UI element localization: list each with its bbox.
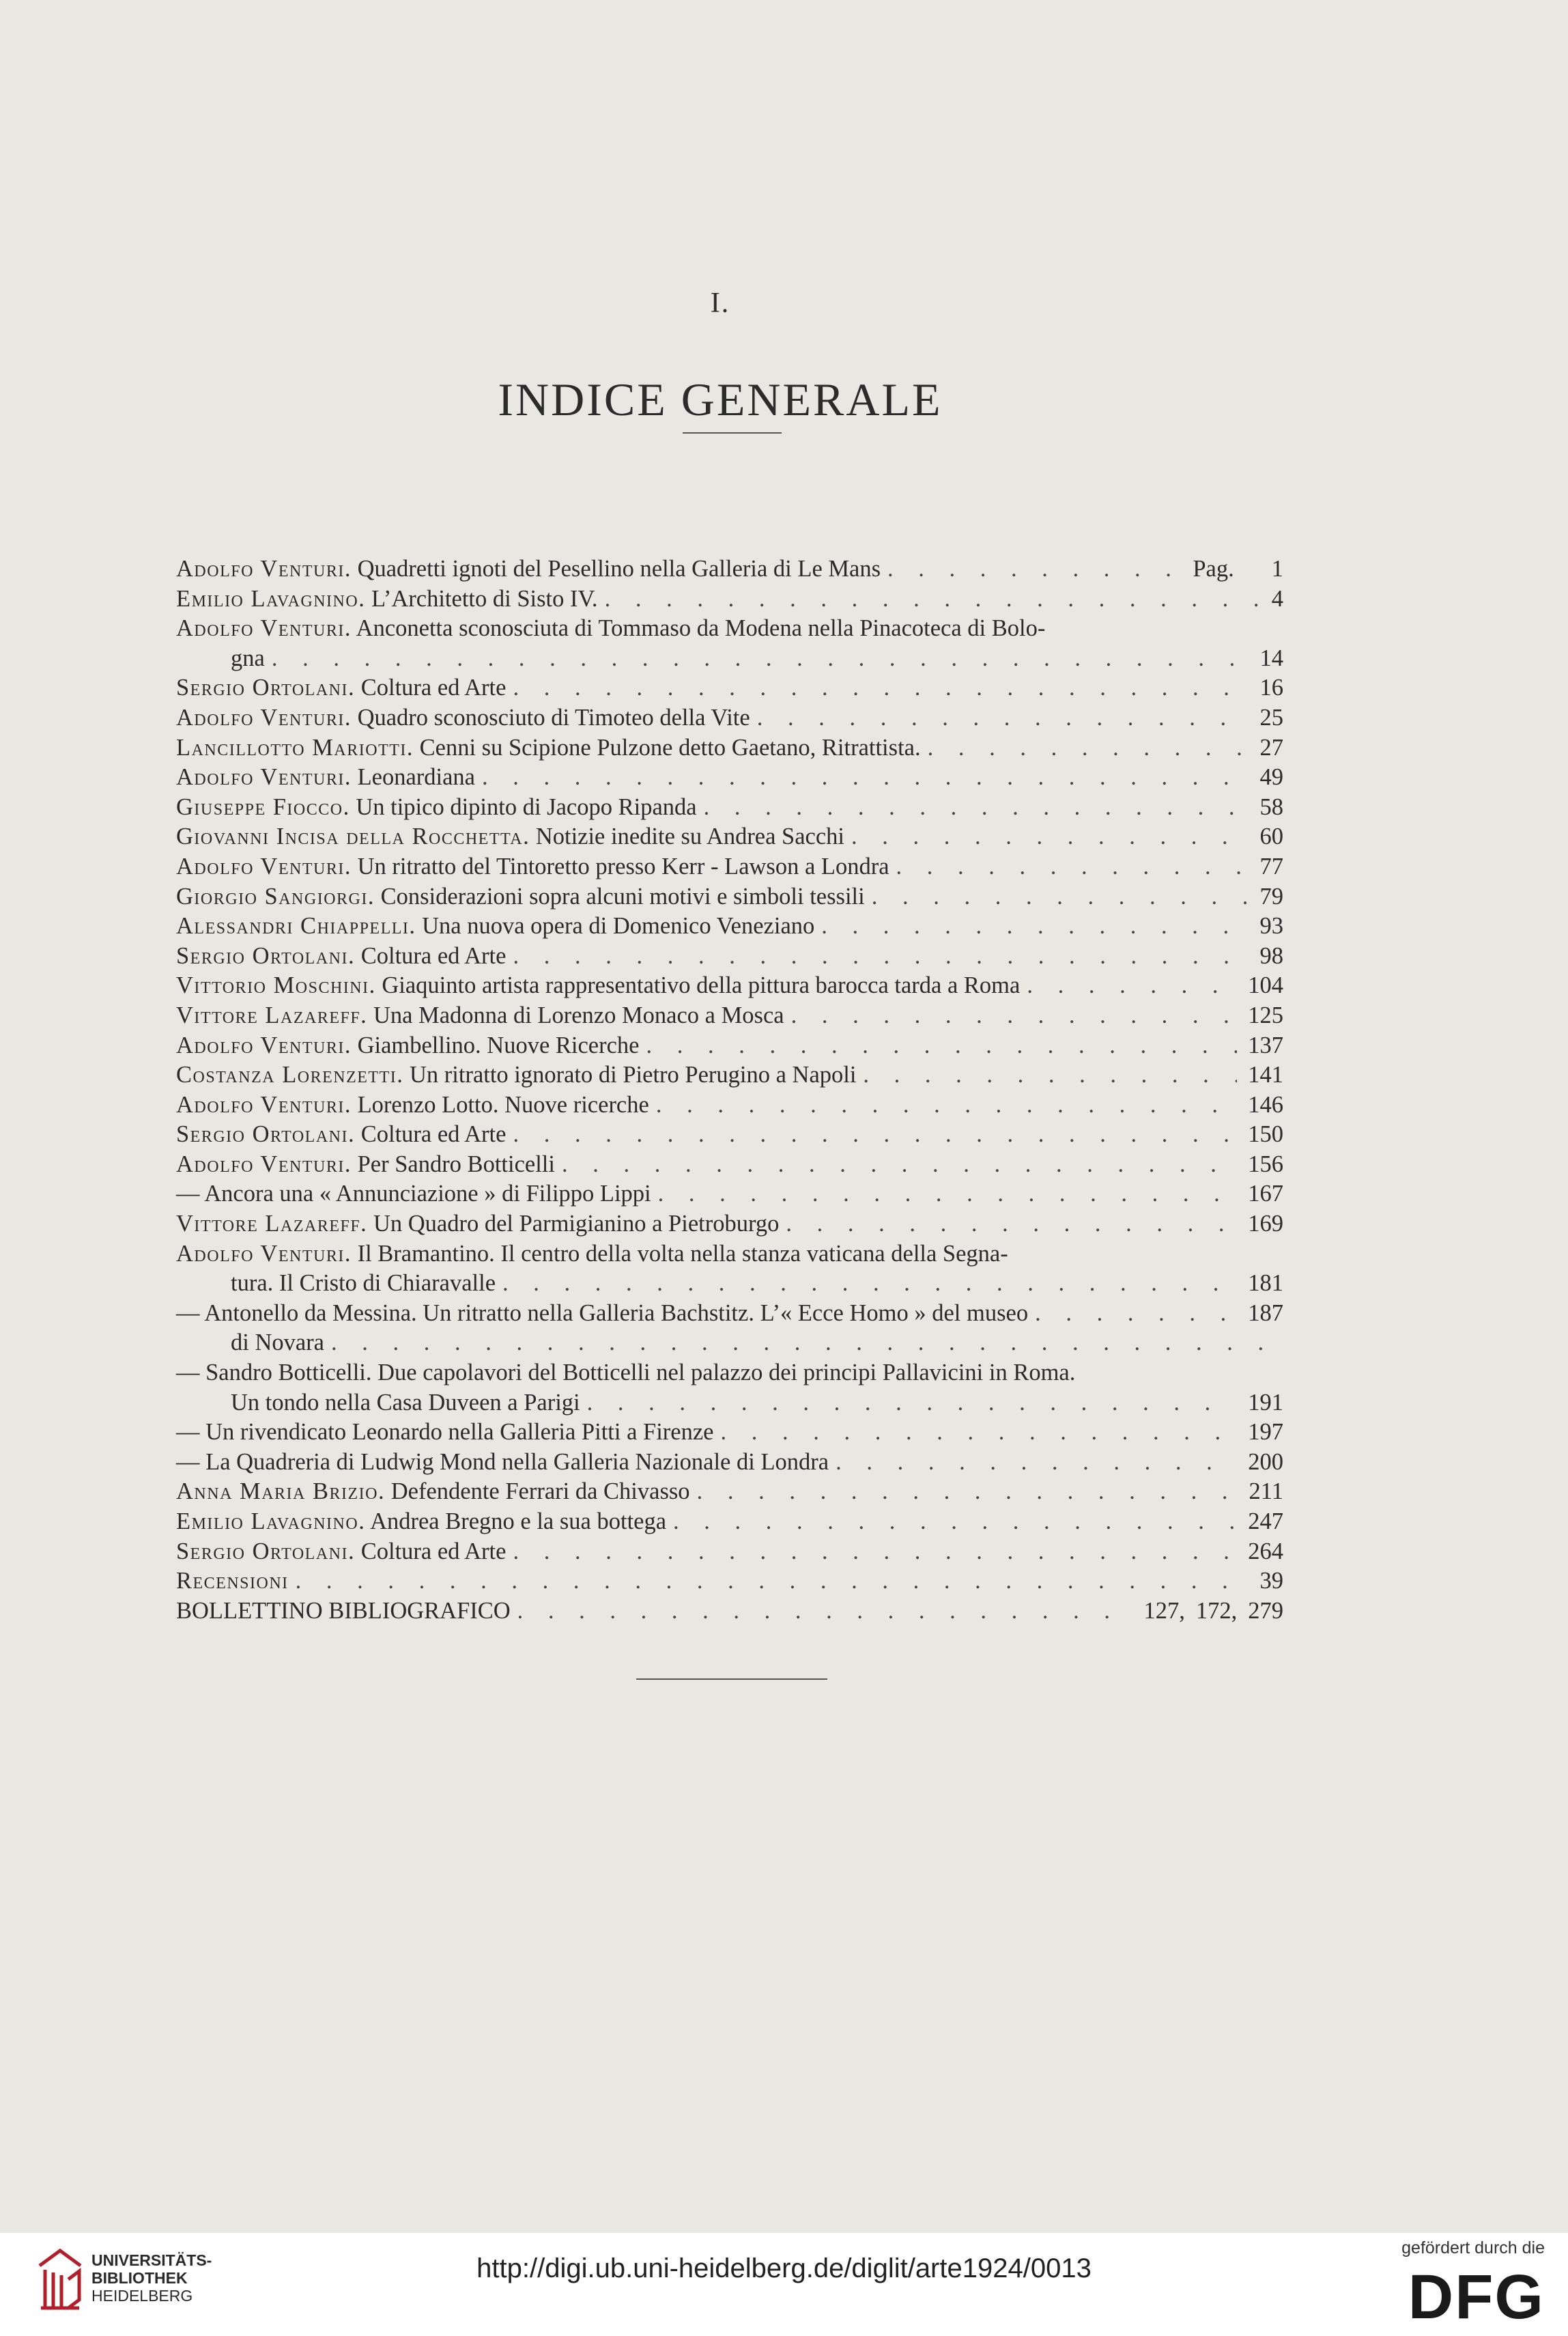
- toc-entry: [176, 822, 1283, 852]
- toc-entry-title: [176, 852, 889, 882]
- toc-entry-page: 247: [1248, 1508, 1283, 1534]
- toc-entry: [176, 852, 1283, 882]
- dot-leader: [1028, 1299, 1237, 1329]
- toc-entry-text: tura. Il Cristo di Chiaravalle: [231, 1270, 496, 1297]
- toc-entry-page: 150: [1248, 1121, 1283, 1148]
- toc-entry-text: Cenni su Scipione Pulzone detto Gaetano, Ritrattista.: [414, 734, 921, 761]
- toc-entry-page: 197: [1248, 1419, 1283, 1446]
- toc-entry-text: Coltura ed Arte: [355, 942, 507, 969]
- toc-entry-author: Adolfo Venturi.: [176, 1240, 352, 1267]
- dot-leader: [289, 1566, 1249, 1596]
- toc-entry-author: Sergio Ortolani.: [176, 675, 356, 701]
- dot-leader: [814, 912, 1249, 942]
- dot-leader: [779, 1209, 1237, 1239]
- toc-entry-text: Giambellino. Nuove Ricerche: [351, 1032, 640, 1058]
- toc-entry: [176, 1477, 1283, 1507]
- library-line3: HEIDELBERG: [91, 2287, 193, 2305]
- dot-leader: [598, 585, 1261, 615]
- dot-leader: [697, 793, 1249, 823]
- bollettino-page: 279: [1248, 1597, 1283, 1624]
- title-divider: [683, 432, 782, 434]
- toc-entry-author: Adolfo Venturi.: [176, 1091, 352, 1118]
- toc-entry: [176, 1239, 1283, 1269]
- dot-leader: [784, 1001, 1238, 1031]
- toc-entry-title: [176, 912, 814, 942]
- toc-entry-text: Quadretti ignoti del Pesellino nella Galleria di Le Mans: [351, 556, 881, 582]
- toc-entry-author: Vittore Lazareff.: [176, 1002, 368, 1028]
- dot-leader: [506, 942, 1249, 972]
- toc-entry-page: 49: [1259, 764, 1283, 791]
- toc-entry-page: 125: [1248, 1002, 1283, 1028]
- bollettino-page: 172,: [1195, 1597, 1238, 1624]
- toc-entry-page: 39: [1259, 1568, 1283, 1594]
- toc-entry-text: — Ancora una « Annunciazione » di Filippo Lippi: [176, 1181, 651, 1207]
- toc-entry-text: Per Sandro Botticelli: [351, 1151, 555, 1177]
- toc-entry-text: — La Quadreria di Ludwig Mond nella Galleria Nazionale di Londra: [176, 1448, 829, 1475]
- toc-entry: [176, 1090, 1283, 1121]
- toc-entry-title: [176, 1090, 649, 1121]
- toc-entry-title: [176, 1358, 1075, 1388]
- toc-entry-author: Recensioni: [176, 1568, 289, 1594]
- toc-entry-title: [176, 1477, 690, 1507]
- toc-entry-title: [176, 1120, 506, 1150]
- toc-entry-text: Un ritratto ignorato di Pietro Perugino a Napoli: [403, 1062, 857, 1088]
- dot-leader: [649, 1090, 1237, 1121]
- toc-entry: [176, 1001, 1283, 1031]
- toc-entry-page: 191: [1248, 1389, 1283, 1416]
- toc-entry-text: L’Architetto di Sisto IV.: [365, 585, 598, 612]
- toc-entry-title: [176, 1239, 1008, 1269]
- dot-leader: [580, 1388, 1238, 1418]
- toc-entry-text: Andrea Bregno e la sua bottega: [365, 1508, 667, 1534]
- dot-leader: [865, 882, 1249, 912]
- toc-entry-title: [176, 733, 921, 763]
- bottom-divider: [636, 1678, 827, 1680]
- dot-leader: [265, 644, 1249, 674]
- toc-entry-author: Vittore Lazareff.: [176, 1211, 368, 1237]
- toc-entry-page: 93: [1259, 913, 1283, 940]
- toc-entry-page: 169: [1248, 1211, 1283, 1237]
- toc-entry-text: — Antonello da Messina. Un ritratto nella Galleria Bachstitz. L’« Ecce Homo » del museo: [176, 1299, 1029, 1326]
- toc-entry-text: gna: [231, 645, 265, 671]
- toc-entry: [176, 1269, 1283, 1299]
- toc-entry-text: Giaquinto artista rappresentativo della pittura barocca tarda a Roma: [375, 972, 1021, 999]
- toc-entry-title: [176, 971, 1020, 1001]
- toc-entry-author: Lancillotto Mariotti.: [176, 734, 414, 761]
- toc-entry-title: [176, 1001, 784, 1031]
- toc-entry: [176, 1031, 1283, 1061]
- toc-entry: [176, 1120, 1283, 1150]
- toc-entry-title: [176, 882, 865, 912]
- toc-entry-text: Defendente Ferrari da Chivasso: [385, 1478, 690, 1505]
- toc-entry-title: [176, 1418, 713, 1448]
- dot-leader: [829, 1448, 1237, 1478]
- library-line1: UNIVERSITÄTS-: [91, 2251, 212, 2269]
- toc-entry-author: Sergio Ortolani.: [176, 1121, 356, 1148]
- toc-entry-title: [176, 1031, 639, 1061]
- toc-entry-title: [176, 614, 1045, 644]
- toc-entry-page: 141: [1248, 1062, 1283, 1088]
- toc-entry-page: 146: [1248, 1091, 1283, 1118]
- toc-entry: [176, 1060, 1283, 1090]
- dot-leader: [889, 852, 1249, 882]
- toc-entry-title: [176, 1060, 856, 1090]
- toc-entry-author: Giovanni Incisa della Rocchetta.: [176, 824, 530, 850]
- dot-leader: [750, 703, 1249, 733]
- toc-entry: [176, 1537, 1283, 1567]
- toc-entry-page: 1: [1271, 556, 1283, 582]
- toc-entry-author: Adolfo Venturi.: [176, 704, 352, 731]
- toc-entry-text: Anconetta sconosciuta di Tommaso da Modena nella Pinacoteca di Bolo-: [351, 615, 1046, 642]
- toc-entry-page: 264: [1248, 1538, 1283, 1564]
- toc-entry-author: Adolfo Venturi.: [176, 1151, 352, 1177]
- toc-entry-title: [176, 793, 697, 823]
- toc-entry-author: Adolfo Venturi.: [176, 1032, 352, 1058]
- dot-leader: [639, 1031, 1237, 1061]
- toc-entry-text: Una Madonna di Lorenzo Monaco a Mosca: [367, 1002, 784, 1028]
- toc-entry-text: Una nuova opera di Domenico Veneziano: [416, 913, 815, 940]
- dot-leader: [713, 1418, 1237, 1448]
- toc-entry: [176, 1179, 1283, 1209]
- toc-entry-page: 14: [1259, 645, 1283, 671]
- toc-entry-text: — Sandro Botticelli. Due capolavori del Botticelli nel palazzo dei principi Pallavicini in Roma.: [176, 1360, 1076, 1386]
- toc-entry-title: [176, 1179, 651, 1209]
- toc-entry-text: Notizie inedite su Andrea Sacchi: [530, 824, 845, 850]
- toc-entry-page: 16: [1259, 675, 1283, 701]
- toc-entry: [176, 1299, 1283, 1329]
- dot-leader: [506, 1537, 1237, 1567]
- toc-entry-page: 58: [1259, 793, 1283, 820]
- toc-entry-author: Vittorio Moschini.: [176, 972, 376, 999]
- toc-entry-page: 211: [1249, 1478, 1283, 1505]
- toc-entry-author: Adolfo Venturi.: [176, 615, 352, 642]
- dot-leader: [496, 1269, 1237, 1299]
- toc-entry: [176, 1328, 1283, 1358]
- toc-entry-author: Sergio Ortolani.: [176, 942, 356, 969]
- toc-entry-text: di Novara: [231, 1329, 324, 1356]
- toc-entry-page: 98: [1259, 942, 1283, 969]
- toc-entry-text: Coltura ed Arte: [355, 1121, 507, 1148]
- toc-entry: [176, 614, 1283, 644]
- toc-entry-page: 104: [1248, 972, 1283, 999]
- toc-entry: [176, 1507, 1283, 1537]
- toc-entry-page: 79: [1259, 883, 1283, 910]
- toc-entry-text: Un tipico dipinto di Jacopo Ripanda: [350, 793, 697, 820]
- toc-entry-title: [176, 1566, 289, 1596]
- footer-bar: [0, 2233, 1568, 2336]
- toc-entry-text: Coltura ed Arte: [355, 1538, 507, 1564]
- toc-entry-author: Alessandri Chiappelli.: [176, 913, 416, 940]
- toc-entry-author: Giuseppe Fiocco.: [176, 793, 350, 820]
- toc-entry-page: 4: [1271, 585, 1283, 612]
- toc-entry: [176, 673, 1283, 703]
- toc-entry-text: Leonardiana: [351, 764, 475, 791]
- toc-entry-title: [176, 673, 506, 703]
- toc-entry-text: Coltura ed Arte: [355, 675, 507, 701]
- toc-entry-title: [176, 1299, 1028, 1329]
- toc-entry-title: [176, 822, 844, 852]
- toc-entry-author: Sergio Ortolani.: [176, 1538, 356, 1564]
- bollettino-title: BOLLETTINO BIBLIOGRAFICO: [176, 1597, 511, 1624]
- toc-entry: [176, 882, 1283, 912]
- toc-entry-title: [176, 763, 475, 793]
- dot-leader: [555, 1150, 1237, 1180]
- toc-entry: [176, 554, 1283, 585]
- dot-leader: [506, 673, 1249, 703]
- toc-entry-title: [176, 942, 506, 972]
- toc-entry-title: [176, 1328, 324, 1358]
- toc-entry-title: [176, 1507, 666, 1537]
- toc-entry-text: — Un rivendicato Leonardo nella Galleria Pitti a Firenze: [176, 1419, 714, 1446]
- toc-entry-text: Lorenzo Lotto. Nuove ricerche: [351, 1091, 649, 1118]
- toc-entry: [176, 703, 1283, 733]
- toc-entry-title: [176, 1448, 829, 1478]
- toc-entry-page: 27: [1259, 734, 1283, 761]
- toc-entry-page: 200: [1248, 1448, 1283, 1475]
- toc-entry-author: Anna Maria Brizio.: [176, 1478, 386, 1505]
- dot-leader: [651, 1179, 1238, 1209]
- toc-entry-bollettino: [176, 1596, 1283, 1627]
- toc-entry-text: Un ritratto del Tintoretto presso Kerr - Lawson a Londra: [351, 853, 889, 879]
- toc-entry-title: [176, 1537, 506, 1567]
- toc-entry-author: Adolfo Venturi.: [176, 556, 352, 582]
- toc-entry: [176, 644, 1283, 674]
- page-title: INDICE GENERALE: [498, 373, 943, 425]
- toc-entry: [176, 1209, 1283, 1239]
- page-label: Pag.: [1193, 556, 1234, 582]
- dot-leader: [475, 763, 1249, 793]
- toc-entry: [176, 1388, 1283, 1418]
- toc-entry: [176, 793, 1283, 823]
- toc-entry-page: 167: [1248, 1181, 1283, 1207]
- dot-leader: [506, 1120, 1237, 1150]
- table-of-contents: [176, 554, 1283, 1626]
- dot-leader: [324, 1328, 1272, 1358]
- chapter-numeral: I.: [710, 287, 730, 319]
- dot-leader: [1020, 971, 1237, 1001]
- toc-entry-title: [176, 1150, 555, 1180]
- toc-entry: [176, 1418, 1283, 1448]
- dot-leader: [844, 822, 1249, 852]
- toc-entry: [176, 1358, 1283, 1388]
- dot-leader: [666, 1507, 1237, 1537]
- toc-entry-title: [176, 703, 750, 733]
- toc-entry-text: Quadro sconosciuto di Timoteo della Vite: [351, 704, 750, 731]
- funding-caption: gefördert durch die: [1401, 2238, 1545, 2257]
- toc-entry-author: Giorgio Sangiorgi.: [176, 883, 375, 910]
- toc-entry-title: [176, 554, 881, 585]
- toc-entry: [176, 942, 1283, 972]
- toc-entry-author: Adolfo Venturi.: [176, 764, 352, 791]
- toc-entry-title: [176, 1209, 779, 1239]
- dfg-logo: DFG: [1408, 2262, 1545, 2332]
- source-url-link[interactable]: http://digi.ub.uni-heidelberg.de/diglit/arte1924/0013: [476, 2253, 1092, 2283]
- toc-entry: [176, 733, 1283, 763]
- toc-entry-page: 137: [1248, 1032, 1283, 1058]
- toc-entry: [176, 585, 1283, 615]
- dot-leader: [921, 733, 1249, 763]
- toc-entry-title: [176, 1388, 580, 1418]
- toc-entry: [176, 763, 1283, 793]
- toc-entry-author: Costanza Lorenzetti.: [176, 1062, 404, 1088]
- dot-leader: [690, 1477, 1238, 1507]
- dot-leader: [511, 1596, 1133, 1627]
- toc-entry-page: 25: [1259, 704, 1283, 731]
- toc-entry-text: Considerazioni sopra alcuni motivi e simboli tessili: [375, 883, 865, 910]
- toc-entry-text: Un tondo nella Casa Duveen a Parigi: [231, 1389, 580, 1416]
- toc-entry: [176, 1150, 1283, 1180]
- toc-entry-title: [176, 644, 265, 674]
- toc-entry: [176, 1448, 1283, 1478]
- dot-leader: [856, 1060, 1237, 1090]
- toc-entry-page: 181: [1248, 1270, 1283, 1297]
- toc-entry-text: Un Quadro del Parmigianino a Pietroburgo: [367, 1211, 780, 1237]
- toc-entry-author: Adolfo Venturi.: [176, 853, 352, 879]
- bollettino-page: 127,: [1143, 1597, 1185, 1624]
- toc-entry-author: Emilio Lavagnino.: [176, 1508, 366, 1534]
- toc-entry: [176, 1566, 1283, 1596]
- toc-entry-page: 60: [1259, 824, 1283, 850]
- toc-entry-page: 187: [1248, 1299, 1283, 1326]
- toc-entry: [176, 971, 1283, 1001]
- library-line2: BIBLIOTHEK: [91, 2269, 188, 2287]
- toc-entry-author: Emilio Lavagnino.: [176, 585, 366, 612]
- toc-entry-page: 156: [1248, 1151, 1283, 1177]
- dot-leader: [881, 554, 1182, 585]
- toc-entry-page: 77: [1259, 853, 1283, 879]
- toc-entry: [176, 912, 1283, 942]
- toc-entry-text: Il Bramantino. Il centro della volta nella stanza vaticana della Segna-: [351, 1240, 1008, 1267]
- toc-entry-title: [176, 1269, 496, 1299]
- toc-entry-title: [176, 585, 598, 615]
